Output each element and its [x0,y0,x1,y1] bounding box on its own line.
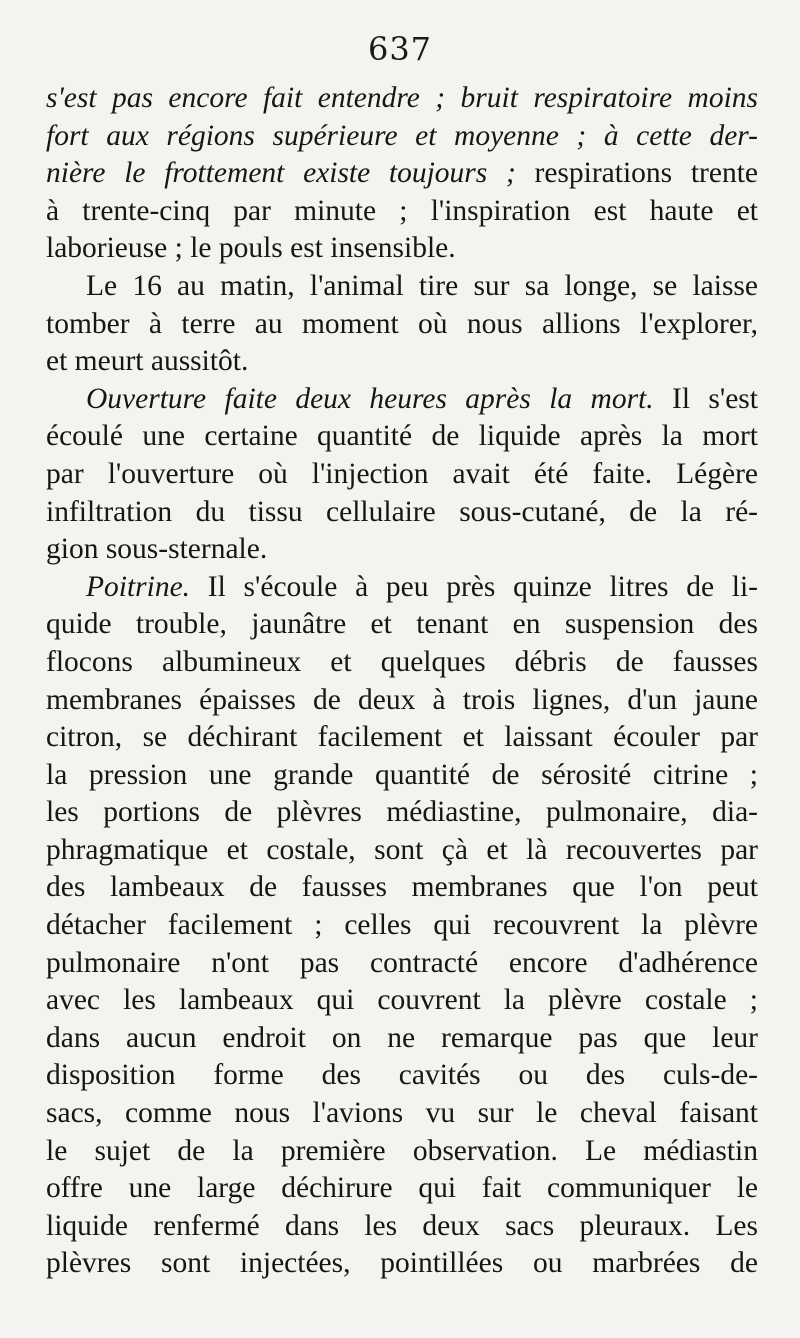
text-line [46,80,758,118]
text-line [46,1245,758,1283]
text-line [46,569,758,607]
text-run: Il s'écoule à peu près quinze litres de li- [190,570,758,603]
text-line [46,1208,758,1246]
text-run: offre une large déchirure qui fait communiquer le [46,1172,758,1205]
text-line [46,531,758,569]
text-run: pulmonaire n'ont pas contracté encore d'adhérence [46,946,758,979]
text-line [46,1095,758,1133]
text-line [46,494,758,532]
text-run: phragmatique et costale, sont çà et là recouvertes par [46,833,758,866]
text-run: flocons albumineux et quelques débris de fausses [46,645,758,678]
text-run: par l'ouverture où l'injection avait été faite. Légère [46,457,758,490]
text-line [46,193,758,231]
text-run: et meurt aussitôt. [46,345,249,378]
text-line [46,682,758,720]
text-run: Le 16 au matin, l'animal tire sur sa longe, se laisse [86,269,758,302]
text-line [46,869,758,907]
text-run: s'est pas encore fait entendre ; bruit respiratoire moins [46,82,758,114]
text-line [46,230,758,268]
text-run: fort aux régions supérieure et moyenne ; à cette der- [46,119,758,152]
text-run: dans aucun endroit on ne remarque pas que leur [46,1021,758,1054]
text-line [46,757,758,795]
text-run: infiltration du tissu cellulaire sous-cutané, de la ré- [46,495,758,528]
text-run: nière le frottement existe toujours ; [46,157,516,190]
text-run: Poitrine. [86,570,191,603]
text-run: Ouverture faite deux heures après la mort. [86,382,654,415]
body-text [46,80,758,1283]
text-run: écoulé une certaine quantité de liquide après la mort [46,420,758,453]
text-run: à trente-cinq par minute ; l'inspiration est haute et [46,194,758,227]
text-run: gion sous-sternale. [46,533,268,566]
text-line [46,268,758,306]
text-line [46,381,758,419]
text-line [46,418,758,456]
text-line [46,719,758,757]
text-line [46,1020,758,1058]
text-line [46,907,758,945]
text-run: liquide renfermé dans les deux sacs pleuraux. Les [46,1209,758,1242]
text-run: plèvres sont injectées, pointillées ou marbrées de [46,1247,758,1280]
text-run: quide trouble, jaunâtre et tenant en suspension des [46,608,758,641]
text-run: laborieuse ; le pouls est insensible. [46,232,456,265]
text-run: les portions de plèvres médiastine, pulmonaire, dia- [46,796,758,829]
text-run: la pression une grande quantité de sérosité citrine ; [46,758,758,791]
text-line [46,1057,758,1095]
text-line [46,306,758,344]
text-run: sacs, comme nous l'avions vu sur le cheval faisant [46,1097,758,1130]
page-number: 637 [367,30,433,68]
text-line [46,606,758,644]
text-run: respirations trente [515,157,758,190]
text-run: tomber à terre au moment où nous allions l'explorer, [46,307,758,340]
text-line [46,1133,758,1171]
text-run: disposition forme des cavités ou des culs-de- [46,1059,758,1092]
text-line [46,794,758,832]
text-run: le sujet de la première observation. Le médiastin [46,1134,758,1167]
text-line [46,832,758,870]
text-line [46,343,758,381]
text-line [46,456,758,494]
text-line [46,1170,758,1208]
text-line [46,982,758,1020]
text-line [46,644,758,682]
text-run: des lambeaux de fausses membranes que l'on peut [46,871,758,904]
text-line [46,945,758,983]
text-run: citron, se déchirant facilement et laissant écouler par [46,721,758,754]
text-run: détacher facilement ; celles qui recouvrent la plèvre [46,909,758,942]
text-run: avec les lambeaux qui couvrent la plèvre costale ; [46,984,758,1017]
text-run: membranes épaisses de deux à trois lignes, d'un jaune [46,683,758,716]
text-run: Il s'est [653,382,758,415]
text-line [46,118,758,156]
text-line [46,155,758,193]
